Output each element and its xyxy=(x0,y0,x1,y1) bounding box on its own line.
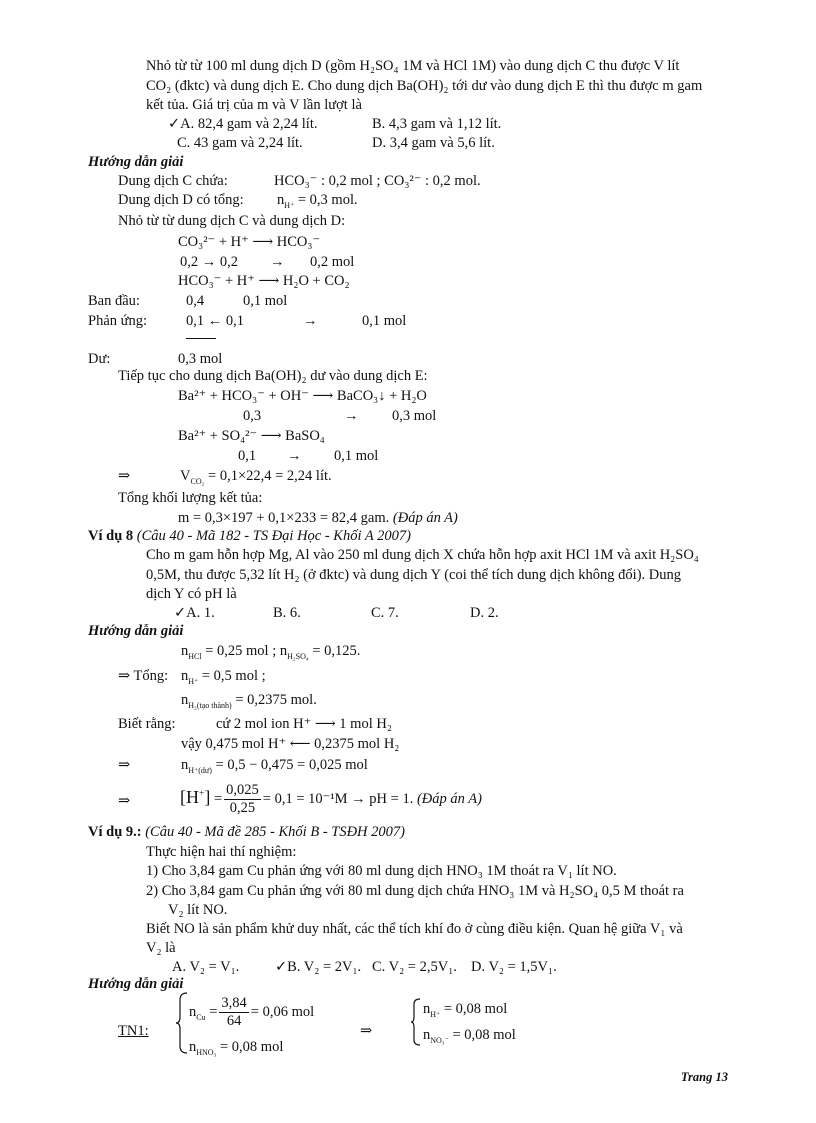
reaction-1-amount-a: 0,2 → 0,2 xyxy=(180,254,238,270)
moles-h2-value: = 0,2375 mol. xyxy=(235,692,317,708)
option-a: ✓A. 82,4 gam và 2,24 lít. xyxy=(168,116,318,132)
solution-d-value: $n_{H^+} = 0,3$ mol. xyxy=(277,192,358,210)
moles-hcl-h2so4: $n_{HCl} = 0,25$ mol ; $n_{H_2SO_4} = 0,125$. xyxy=(181,643,361,661)
example-8-option-b: B. 6. xyxy=(273,605,301,621)
example-8-option-a: ✓A. 1. xyxy=(174,605,215,621)
rule-line-2: vậy 0,475 mol H⁺ ⟵ 0,2375 mol H₂ xyxy=(181,736,400,752)
left-brace-1 xyxy=(175,992,189,1054)
moles-hcl-value: = 0,25 mol ; xyxy=(205,643,277,659)
mass-result-text: m = 0,3×197 + 0,1×233 = 82,4 gam. xyxy=(178,510,390,526)
bracket-h-plus: [H+] xyxy=(180,787,211,807)
reaction-3-arrow: → xyxy=(344,408,359,424)
react-arrow: → xyxy=(303,313,318,329)
example-9-line-2: 1) Cho 3,84 gam Cu phản ứng với 80 ml dung dịch HNO₃ 1M thoát ra V₁ lít NO. xyxy=(146,863,617,879)
reaction-4-amount-a: 0,1 xyxy=(238,448,257,464)
example-9-option-c: C. V₂ = 2,5V₁. xyxy=(372,959,457,975)
rule-line-1: cứ 2 mol ion H⁺ ⟶ 1 mol H₂ xyxy=(216,716,392,732)
example-8-line-2: 0,5M, thu được 5,32 lít H₂ (ở đktc) và dung dịch Y (coi thể tích dung dịch không đổi). Dung xyxy=(146,567,681,583)
page-number: Trang 13 xyxy=(680,1070,728,1084)
reaction-3-amount-b: 0,3 mol xyxy=(392,408,437,424)
moles-h2-formed: $n_{H_2(tạo thành)} = 0,2375$ mol. xyxy=(181,692,317,710)
option-b: B. 4,3 gam và 1,12 lít. xyxy=(372,116,502,132)
volume-co2-value: = 0,1×22,4 = 2,24 lít. xyxy=(208,468,332,484)
reaction-3: Ba²⁺ + HCO₃⁻ + OH⁻ ⟶ BaCO₃↓ + H₂O xyxy=(178,388,427,404)
solution-d-amount: = 0,3 mol. xyxy=(297,192,358,208)
guide-heading: Hướng dẫn giải xyxy=(88,154,184,170)
example-9-option-d: D. V₂ = 1,5V₁. xyxy=(471,959,557,975)
start-amount-a: 0,4 xyxy=(186,293,205,309)
example-8-source: (Câu 40 - Mã 182 - TS Đại Học - Khối A 2007) xyxy=(136,528,411,544)
moles-h-plus-value: = 0,5 mol ; xyxy=(201,668,266,684)
reaction-3-amount-a: 0,3 xyxy=(243,408,262,424)
implies-sign-4: ⇒ xyxy=(360,1023,373,1039)
solution-d-label: Dung dịch D có tổng: xyxy=(118,192,244,208)
moles-h-plus: $n_{H^+} = 0,5$ mol ; xyxy=(181,668,266,686)
tn1-label: TN1: xyxy=(118,1023,149,1039)
example-8-option-c: C. 7. xyxy=(371,605,399,621)
moles-h2so4-value: = 0,125. xyxy=(312,643,361,659)
rest-label: Dư: xyxy=(88,351,111,367)
guide-heading-9: Hướng dẫn giải xyxy=(88,976,184,992)
moles-hno3: $n_{HNO_3} = 0,08$ mol xyxy=(189,1039,284,1057)
example-9-line-3: 2) Cho 3,84 gam Cu phản ứng với 80 ml dung dịch chứa HNO₃ 1M và H₂SO₄ 0,5 M thoát ra xyxy=(146,883,684,899)
ph-fraction-den: 0,25 xyxy=(229,800,256,817)
solution-mix-line: Nhỏ từ từ dung dịch C và dung dịch D: xyxy=(118,213,346,229)
reaction-1-amount-b: 0,2 mol xyxy=(310,254,355,270)
example-9-source: (Câu 40 - Mã đề 285 - Khối B - TSĐH 2007) xyxy=(145,824,405,840)
total-label: ⇒ Tổng: xyxy=(118,668,169,684)
cu-fraction xyxy=(219,995,248,1030)
example-9-line-6: V₂ là xyxy=(146,940,176,956)
react-amount-a: 0,1 ← 0,1 xyxy=(186,313,244,329)
moles-no3: $n_{NO_3^-} = 0,08$ mol xyxy=(423,1027,516,1045)
moles-h-excess: $n_{H^+(dư)} = 0,5 - 0,475 = 0,025$ mol xyxy=(181,757,368,775)
subtraction-rule xyxy=(186,338,216,339)
reaction-4-amount-b: 0,1 mol xyxy=(334,448,379,464)
implies-sign-2: ⇒ xyxy=(118,757,131,773)
cu-fraction-den: 64 xyxy=(226,1013,242,1030)
solution-c-value: HCO₃⁻ : 0,2 mol ; CO₃²⁻ : 0,2 mol. xyxy=(274,173,481,189)
reaction-2: HCO₃⁻ + H⁺ ⟶ H₂O + CO₂ xyxy=(178,273,350,289)
example-9-option-b: ✓B. V₂ = 2V₁. xyxy=(275,959,362,975)
ph-fraction xyxy=(224,782,261,817)
continue-line: Tiếp tục cho dung dịch Ba(OH)₂ dư vào dung dịch E: xyxy=(118,368,428,384)
example-9-line-1: Thực hiện hai thí nghiệm: xyxy=(146,844,297,860)
ph-result: = 0,1 = 10⁻¹M → pH = 1. xyxy=(262,791,414,807)
implies-sign-3: ⇒ xyxy=(118,793,131,809)
solution-c-label: Dung dịch C chứa: xyxy=(118,173,228,189)
react-amount-b: 0,1 mol xyxy=(362,313,407,329)
start-amount-b: 0,1 mol xyxy=(243,293,288,309)
problem-line-2: CO₂ (đktc) và dung dịch E. Cho dung dịch Ba(OH)₂ tới dư vào dung dịch E thì thu được m gam xyxy=(146,78,703,94)
example-9-line-4: V₂ lít NO. xyxy=(168,902,228,918)
reaction-1: CO₃²⁻ + H⁺ ⟶ HCO₃⁻ xyxy=(178,234,321,250)
reaction-1-arrow: → xyxy=(270,254,285,270)
know-label: Biết rằng: xyxy=(118,716,176,732)
volume-co2: $V_{CO_2} = 0,1\times 22,4 = 2,24$ lít. xyxy=(180,468,332,486)
cu-fraction-num: 3,84 xyxy=(221,995,247,1012)
moles-hno3-value: = 0,08 mol xyxy=(220,1039,284,1055)
option-d: D. 3,4 gam và 5,6 lít. xyxy=(372,135,495,151)
example-8-heading xyxy=(88,527,411,545)
mass-result xyxy=(178,509,458,527)
example-8-label: Ví dụ 8 xyxy=(88,528,134,544)
moles-no3-value: = 0,08 mol xyxy=(452,1027,516,1043)
moles-h-excess-value: = 0,5 − 0,475 = 0,025 mol xyxy=(215,757,368,773)
problem-line-3: kết tủa. Giá trị của m và V lần lượt là xyxy=(146,97,362,113)
moles-cu: $n_{Cu}$ = $\frac{3,84}{64}$ = 0,06 mol xyxy=(189,995,315,1030)
example-8-line-1: Cho m gam hỗn hợp Mg, Al vào 250 ml dung dịch X chứa hỗn hợp axit HCl 1M và axit H₂SO₄ xyxy=(146,547,699,563)
example-9-option-a: A. V₂ = V₁. xyxy=(172,959,240,975)
moles-cu-value: = 0,06 mol xyxy=(250,1004,315,1020)
example-8-line-3: dịch Y có pH là xyxy=(146,586,237,602)
problem-line-1: Nhỏ từ từ 100 ml dung dịch D (gồm H₂SO₄ 1M và HCl 1M) vào dung dịch C thu được V lít xyxy=(146,58,680,74)
answer-7: (Đáp án A) xyxy=(392,510,458,526)
example-8-option-d: D. 2. xyxy=(470,605,499,621)
answer-8: (Đáp án A) xyxy=(416,791,482,807)
total-mass-label: Tổng khối lượng kết tủa: xyxy=(118,490,263,506)
rest-amount: 0,3 mol xyxy=(178,351,223,367)
implies-sign-1: ⇒ xyxy=(118,468,131,484)
example-9-label: Ví dụ 9.: xyxy=(88,824,142,840)
example-9-line-5: Biết NO là sản phẩm khử duy nhất, các thể tích khí đo ở cùng điều kiện. Quan hệ giữa V₁ và xyxy=(146,921,683,937)
reaction-4: Ba²⁺ + SO₄²⁻ ⟶ BaSO₄ xyxy=(178,428,325,444)
ph-fraction-num: 0,025 xyxy=(226,782,259,799)
moles-h-plus-tn1: $n_{H^+} = 0,08$ mol xyxy=(423,1001,508,1019)
start-label: Ban đầu: xyxy=(88,293,140,309)
example-9-heading xyxy=(88,823,405,841)
left-brace-2 xyxy=(410,998,422,1046)
reaction-4-arrow: → xyxy=(287,448,302,464)
react-label: Phản ứng: xyxy=(88,313,148,329)
moles-h-plus-tn1-value: = 0,08 mol xyxy=(443,1001,508,1017)
guide-heading-8: Hướng dẫn giải xyxy=(88,623,184,639)
option-c: C. 43 gam và 2,24 lít. xyxy=(177,135,303,151)
ph-equation: [H+] = $\frac{0,025}{0,25}$ = 0,1 = 10⁻¹M → pH = 1. (Đáp án A) xyxy=(180,782,482,817)
